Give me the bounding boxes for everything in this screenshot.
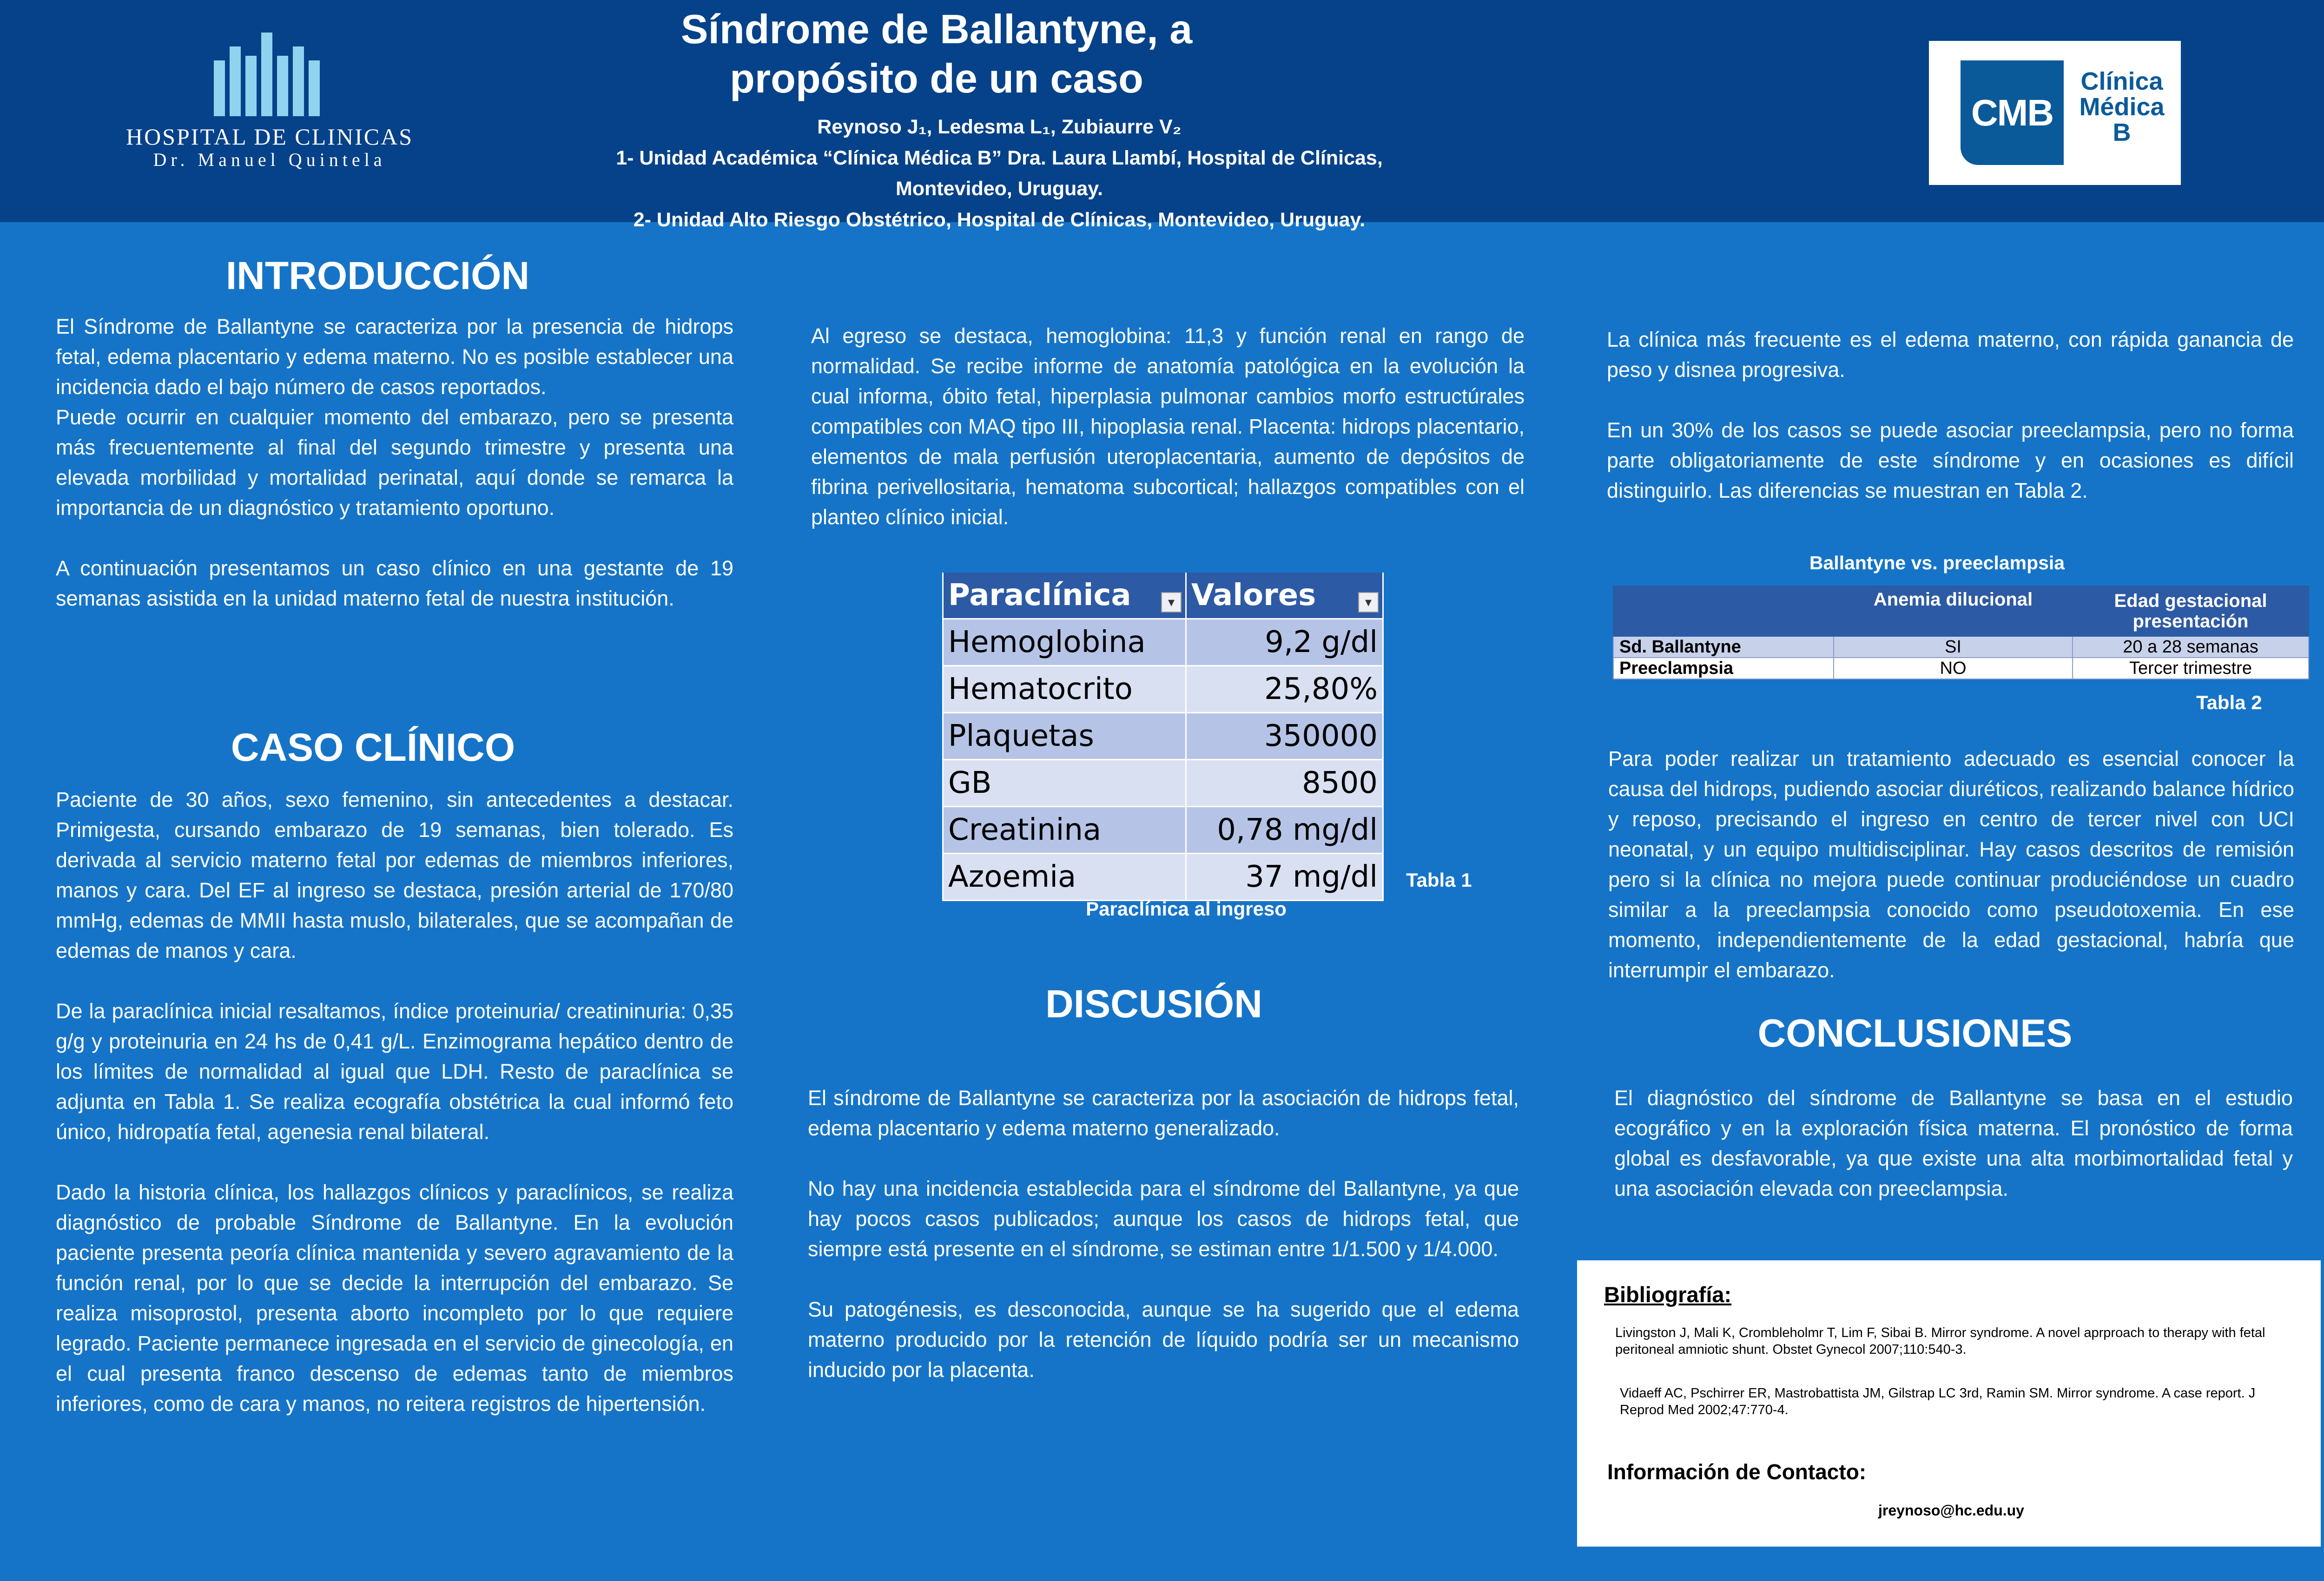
- cmb-logo: [1929, 41, 2181, 185]
- table-cell: Preeclampsia: [1613, 658, 1834, 679]
- case-heading: CASO CLÍNICO: [231, 725, 515, 769]
- hospital-name: HOSPITAL DE CLINICAS: [125, 124, 414, 150]
- comparison-header-cell: Anemia dilucional: [1834, 586, 2073, 636]
- poster-title: Síndrome de Ballantyne, a propósito de un caso: [680, 6, 1193, 101]
- table-row: [1613, 658, 2309, 679]
- table-cell: Plaquetas: [943, 713, 1186, 760]
- table-cell: Sd. Ballantyne: [1613, 636, 1834, 658]
- table-row: [943, 807, 1383, 854]
- contact-heading: Información de Contacto:: [1607, 1460, 1867, 1484]
- table-cell: GB: [943, 760, 1186, 807]
- affiliation-1: 1- Unidad Académica “Clínica Médica B” Dra. Laura Llambí, Hospital de Clínicas, Montevideo, Uruguay.: [616, 146, 1383, 200]
- cmb-text-line: Médica: [2079, 93, 2165, 121]
- table-cell: 25,80%: [1186, 666, 1383, 713]
- comparison-header-cell: Edad gestacional presentación: [2073, 586, 2309, 636]
- discussion-text: El síndrome de Ballantyne se caracteriza por la asociación de hidrops fetal, edema placentario y edema materno generalizado. No hay una incidencia establecida para el síndrome del Ballantyne, ya que hay pocos casos publicados; aunque los casos de hidrops fetal, que siempre está presente en el síndrome, se estiman entre 1/1.500 y 1/4.000. Su patogénesis, es desconocida, aunque se ha sugerido que el edema materno producido por la retención de líquido podría ser un mecanismo inducido por la placenta.: [808, 1086, 1519, 1382]
- table-cell: 37 mg/dl: [1186, 854, 1383, 901]
- intro-text: El Síndrome de Ballantyne se caracteriza por la presencia de hidrops fetal, edema placentario y edema materno. No es posible establecer una incidencia dado el bajo número de casos reportados. Puede ocurrir en cualquier momento del embarazo, pero se presenta más frecuentemente al final del segundo trimestre y presenta una elevada morbilidad y mortalidad perinatal, aquí donde se remarca la importancia de un diagnóstico y tratamiento oportuno. A continuación presentamos un caso clínico en una gestante de 19 semanas asistida en la unidad materno fetal de nuestra institución.: [56, 315, 733, 610]
- table-cell: 350000: [1186, 713, 1383, 760]
- table-row: [943, 760, 1383, 807]
- table-cell: Creatinina: [943, 807, 1186, 854]
- case-text: Paciente de 30 años, sexo femenino, sin antecedentes a destacar. Primigesta, cursando embarazo de 19 semanas, bien tolerado. Es derivada al servicio materno fetal por edemas de miembros inferiores, manos y cara. Del EF al ingreso se destaca, presión arterial de 170/80 mmHg, edemas de MMII hasta muslo, bilaterales, que se acompañan de edemas de manos y cara. De la paraclínica inicial resaltamos, índice proteinuria/ creatininuria: 0,35 g/g y proteinuria en 24 hs de 0,41 g/L. Enzimograma hepático dentro de los límites de normalidad al igual que LDH. Resto de paraclínica se adjunta en Tabla 1. Se realiza ecografía obstétrica la cual informó feto único, hidropatía fetal, agenesia renal bilateral. Dado la historia clínica, los hallazgos clínicos y paraclínicos, se realiza diagnóstico de probable Síndrome de Ballantyne. En la evolución paciente presenta peoría clínica mantenida y severo agravamiento de la función renal, por lo que se decide la interrupción del embarazo. Se realiza misoprostol, presenta aborto incompleto por lo que requiere legrado. Paciente permanece ingresada en el servicio de ginecología, en el cual presenta franco descenso de edemas tanto de miembros inferiores, como de cara y manos, no reitera registros de hipertensión.: [56, 788, 733, 1416]
- lab-table-header-row: [943, 573, 1383, 619]
- table-cell: NO: [1834, 658, 2073, 679]
- table-row: [943, 666, 1383, 713]
- table-cell: 0,78 mg/dl: [1186, 807, 1383, 854]
- table-row: [1613, 636, 2309, 658]
- table-cell: Azoemia: [943, 854, 1186, 901]
- bibliography-box: [1577, 1260, 2321, 1547]
- hospital-subname: Dr. Manuel Quintela: [153, 149, 386, 170]
- filter-dropdown-icon[interactable]: ▾: [1358, 592, 1379, 613]
- lab-table-header-label: Valores: [1191, 578, 1316, 613]
- comparison-table: [1613, 586, 2309, 679]
- lab-table-header-cell: [943, 573, 1186, 619]
- filter-dropdown-icon[interactable]: ▾: [1161, 592, 1182, 613]
- contact-email[interactable]: jreynoso@hc.edu.uy: [1878, 1502, 2024, 1519]
- table-row: [943, 854, 1383, 901]
- table-cell: 9,2 g/dl: [1186, 619, 1383, 666]
- hospital-logo-bars-icon: [214, 33, 325, 116]
- intro-heading: INTRODUCCIÓN: [225, 254, 530, 297]
- table-row: [943, 619, 1383, 666]
- table-cell: Tercer trimestre: [2073, 658, 2309, 679]
- table-cell: SI: [1834, 636, 2073, 658]
- table-cell: Hematocrito: [943, 666, 1186, 713]
- authors-line: Reynoso J₁, Ledesma L₁, Zubiaurre V₂: [817, 116, 1182, 138]
- discussion-heading: DISCUSIÓN: [1045, 982, 1262, 1026]
- bibliography-ref-1: Livingston J, Mali K, Crombleholmr T, Lim F, Sibai B. Mirror syndrome. A novel aprproach to therapy with fetal peritoneal amniotic shunt. Obstet Gynecol 2007;110:540-3.: [1615, 1325, 2265, 1357]
- bibliography-ref-2: Vidaeff AC, Pschirrer ER, Mastrobattista JM, Gilstrap LC 3rd, Ramin SM. Mirror syndrome. A case report. J Reprod Med 2002;47:770-4.: [1620, 1386, 2256, 1417]
- conclusions-text: El diagnóstico del síndrome de Ballantyne se basa en el estudio ecográfico y en la exploración física materna. El pronóstico de forma global es desfavorable, ya que existe una alta morbimortalidad fetal y una asociación elevada con preeclampsia.: [1614, 1086, 2293, 1200]
- table-row: [943, 713, 1383, 760]
- table2-title: Ballantyne vs. preeclampsia: [1809, 552, 2065, 573]
- lab-table-header-label: Paraclínica: [948, 578, 1131, 613]
- right-text-intro: La clínica más frecuente es el edema materno, con rápida ganancia de peso y disnea progresiva. En un 30% de los casos se puede asociar preeclampsia, pero no forma parte obligatoriamente de este síndrome y en ocasiones es difícil distinguirlo. Las diferencias se muestran en Tabla 2.: [1607, 328, 2294, 502]
- table2-label: Tabla 2: [2196, 692, 2262, 713]
- comparison-table-header-row: [1613, 586, 2309, 636]
- lab-table-header-cell: [1186, 573, 1383, 619]
- right-text-treatment: Para poder realizar un tratamiento adecuado es esencial conocer la causa del hidrops, pudiendo asociar diuréticos, realizando balance hídrico y reposo, precisando el ingreso en centro de tercer nivel con UCI neonatal, y un equipo multidisciplinar. Hay casos descritos de remisión pero si la clínica no mejora puede continuar produciéndose un cuadro similar a la preeclampsia conocido como pseudotoxemia. En ese momento, independientemente de la edad gestacional, habría que interrumpir el embarazo.: [1608, 747, 2294, 982]
- middle-text: Al egreso se destaca, hemoglobina: 11,3 y función renal en rango de normalidad. Se recibe informe de anatomía patológica en la evolución la cual informa, óbito fetal, hiperplasia pulmonar cambios morfo estructúrales compatibles con MAQ tipo III, hipoplasia renal. Placenta: hidrops placentario, elementos de mala perfusión uteroplacentaria, aumento de depósitos de fibrina perivellositaria, hematoma subcortical; hallazgos compatibles con el planteo clínico inicial.: [811, 324, 1525, 529]
- cmb-text-line: Clínica: [2080, 67, 2163, 95]
- cmb-logo-text: [2073, 69, 2171, 145]
- table1-label: Tabla 1: [1406, 869, 1472, 891]
- table1-caption: Paraclínica al ingreso: [1086, 898, 1287, 920]
- affiliation-2: 2- Unidad Alto Riesgo Obstétrico, Hospital de Clínicas, Montevideo, Uruguay.: [633, 208, 1366, 231]
- lab-values-table: [942, 573, 1384, 901]
- table-cell: 8500: [1186, 760, 1383, 807]
- authors-block: [604, 112, 1394, 236]
- cmb-badge: CMB: [1961, 60, 2064, 165]
- bibliography-heading: Bibliografía:: [1604, 1282, 1732, 1307]
- cmb-text-line: B: [2113, 119, 2131, 147]
- table-cell: Hemoglobina: [943, 619, 1186, 666]
- poster-header: [0, 0, 2324, 231]
- conclusions-heading: CONCLUSIONES: [1757, 1011, 2073, 1055]
- hospital-logo: [116, 33, 423, 172]
- comparison-header-cell: [1613, 586, 1834, 636]
- table-cell: 20 a 28 semanas: [2073, 636, 2309, 658]
